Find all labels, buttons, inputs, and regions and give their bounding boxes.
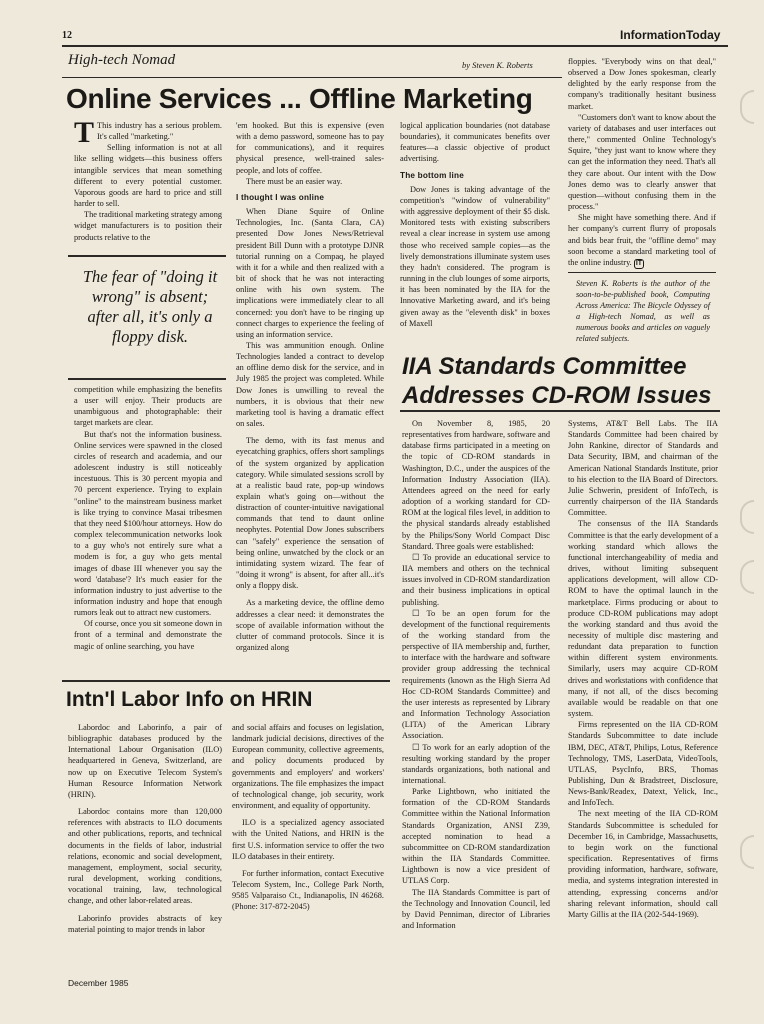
paragraph: ☐ To be an open forum for the development of the functional requirements of the working standard from the perspective of IIA membership and, further, to interface with the hardware and software provider group addressing the technical requirements (known as the High Sierra Ad Hoc CD-ROM Standards Committee) and the user interests as represented by Library and Information Technology Association (LITA) of the American Library Association.: [402, 608, 550, 741]
paragraph: The traditional marketing strategy among widget manufacturers is to position their products relative to the: [74, 210, 222, 242]
binder-clip: [740, 90, 754, 124]
paragraph: She might have something there. And if her company's current flurry of proposals and bids bear fruit, the "offline demo" may soon become a standard marketing tool of the online industry. IT: [568, 213, 716, 267]
paragraph: 'em hooked. But this is expensive (even with a demo password, someone has to pay for communications), and it requires physical presence, well-trained sales-people, and lots of coffee.: [236, 121, 384, 175]
article-title: Online Services ... Offline Marketing: [66, 83, 533, 114]
article3-title: Intn'l Labor Info on HRIN: [66, 688, 313, 711]
paragraph: The consensus of the IIA Standards Committee is that the early development of a working standard which allows the functional interchangeability of media and drives, without limiting subsequent applications development, will allow CD-ROM to have the optimal launch in the marketplace. Firms producing or about to produce CD-ROM publications may adopt the working standard and thus avoid the necessity of multiple disc mastering and redundant data preparation to function within different system environments. Similarly, users may acquire CD-ROM drives and workstations with confidence that many, if not all, of the discs becoming available would be readable on that one system.: [568, 519, 718, 719]
paragraph: The demo, with its fast menus and eyecatching graphics, offers short samplings of the system organized by application category. While simulated sessions scroll by at a realistic baud rate, pop-up windows explain what's going on—without the distraction of counter-intuitive navigational commands that tend to daunt online neophytes. Potential Dow Jones subscribers can "safely" experience the sensation of being online, unwatched by the clock or an intimidating system wizard. The fear of "doing it wrong" is absent, for after all...it's only a floppy disk.: [236, 436, 384, 591]
section-rule: [62, 77, 562, 78]
paragraph: This was ammunition enough. Online Technologies landed a contract to develop an offline demo disk for the service, and in July 1985 the project was completed. While Dow Jones is unwilling to reveal the numbers, it is obvious that their new marketing tool is having a dramatic effect on sales.: [236, 340, 384, 429]
pullquote: The fear of "doing it wrong" is absent; after all, it's only a floppy disk.: [82, 267, 218, 346]
paragraph: The IIA Standards Committee is part of the Technology and Innovation Council, led by David Penniman, director of Libraries and Information: [402, 887, 550, 931]
article3-column-1: [68, 722, 222, 935]
paragraph: Of course, once you sit someone down in front of a terminal and demonstrate the magic of online searching, you have: [74, 619, 222, 651]
paragraph: Labordoc contains more than 120,000 references with abstracts to ILO documents and other publications, reports, and technical documents in the fields of labor, industrial relations, economic and social development, management, employment, social security, rural development, working conditions, vocational training, law, technological change, and other labor-related areas.: [68, 807, 222, 906]
header-rule: [62, 45, 728, 47]
paragraph: Dow Jones is taking advantage of the competition's "window of vulnerability" with aggressive deployment of their $5 disk. Monitored tests with existing subscribers reveal a clear increase in system use among those who received sample copies—as the lively demonstrations illuminate system uses they hadn't considered. The program is running in the club lounges of some airports, it has been nominated by the IIA for the Innovative Marketing award, and it's being given away as the "eleventh disk" in boxes of Maxell: [400, 184, 550, 328]
article2-title-line1: IIA Standards Committee: [402, 353, 687, 380]
paragraph: logical application boundaries (not database boundaries), it communicates benefits over features—a classic objective of product advertising.: [400, 121, 550, 164]
end-mark-icon: IT: [635, 259, 643, 267]
paragraph: ☐ To provide an educational service to IIA members and others on the technical issues involved in CD-ROM standardization and their business implications in optical publishing.: [402, 552, 550, 607]
binder-clip: [740, 835, 754, 869]
article-column-3: [400, 120, 550, 329]
paragraph: floppies. "Everybody wins on that deal," observed a Dow Jones spokesman, clearly delighted by the early response from the company's traditionally hesitant business market.: [568, 57, 716, 111]
article2-title-line2: Addresses CD-ROM Issues: [402, 382, 712, 409]
paragraph: But that's not the information business. Online services were spawned in the closed circles of research and academia, and our adolescent industry is still noticeably incestuous. This is 30 percent myopia and 70 percent experience. Trying to explain "online" to the mainstream business market is like trying to convince Masai tribesmen that they need $100/hour attorneys. How do complex telecommunication networks look to a guy who's not entirely sure what a modem is for, a guy who gets mental images of dbase III whenever you say the word 'database'? It's much easier for the information industry to just advertise to the information industry and hope that enough rumors leak out to attract new customers.: [74, 429, 222, 618]
article2-title: [402, 352, 711, 410]
article-column-1: [74, 116, 222, 243]
paragraph: When Diane Squire of Online Technologies, Inc. (Santa Clara, CA) presented Dow Jones News/Retrieval president Bill Dunn with a prototype DJNR tutorial running on a Compaq, he played with it for a while and then realized with a bit of shock that he was not interacting online with his own system. The implications were immediately clear to all concerned: you don't have to be ringing up connect charges to experience the feeling of using an information service.: [236, 207, 384, 339]
paragraph: Labordoc and Laborinfo, a pair of bibliographic databases produced by the International Labour Organisation (ILO) headquartered in Geneva, Switzerland, are now up on Executive Telecom System's Human Resource Information Network (HRIN).: [68, 723, 222, 799]
footer-date: December 1985: [68, 978, 129, 988]
paragraph: There must be an easier way.: [246, 176, 343, 186]
paragraph: As a marketing device, the offline demo addresses a clear need: it demonstrates the scope of available information without the clutter of command protocols. Since it is organized along: [236, 598, 384, 653]
binder-clip: [740, 560, 754, 594]
article2-column-1: [402, 418, 550, 931]
article-column-4: [568, 56, 716, 269]
section-title: High-tech Nomad: [68, 52, 176, 68]
paragraph: and social affairs and focuses on legislation, landmark judicial decisions, directives of the European community, collective agreements, and policy documents produced by governments and employers' and workers' organizations. The file emphasizes the impact of technological change, job security, work environment, and equality of opportunity.: [232, 723, 384, 811]
page-number: 12: [62, 30, 72, 41]
article2-column-2: [568, 418, 718, 920]
author-note: Steven K. Roberts is the author of the soon-to-be-published book, Computing Across America: The Bicycle Odyssey of a High-tech Nomad, as well as numerous books and articles on vaguely related subjects.: [576, 279, 710, 343]
paragraph: For further information, contact Executive Telecom System, Inc., College Park North, 9585 Valparaiso Ct., Indianapolis, IN 46268. (Phone: 317-872-2045): [232, 868, 384, 912]
lead-paragraph: T This industry has a serious problem. It's called "marketing.": [74, 116, 222, 149]
article3-column-2: [232, 722, 384, 913]
paragraph: The next meeting of the IIA CD-ROM Standards Subcommittee is scheduled for December 16, in Cambridge, Massachusetts, to begin work on the functional specification. Representatives of firms providing information, hardware, software, media, and systems integration interested in attending, expressing concerns and/or sharing relevant information, should call Marty Gillis at the IIA (202-544-1969).: [568, 809, 718, 919]
article2-rule: [400, 410, 720, 412]
paragraph: Parke Lightbown, who initiated the formation of the CD-ROM Standards Committee within the National Information Standards Organization, ANSI Z39, accepted nomination to head a subcommittee on CD-ROM standardization within the IIA Standards Committee. Lightbown is now a vice president of UTLAS Corp.: [402, 787, 550, 886]
pullquote-rule: [68, 255, 226, 257]
article3-rule: [62, 680, 390, 682]
paragraph: Firms represented on the IIA CD-ROM Standards Subcommittee to date include IBM, DEC, AT&T, Philips, Lotus, Reference Technology, TMS, LaserData, VideoTools, UTLAS, PsycInfo, BRS, Thomas Publishing, Dun & Bradstreet, Disclosure, News-Bank/Readex, Datext, Yelick, Inc., and InfoTech.: [568, 720, 718, 808]
article-column-2: [236, 120, 384, 653]
subheading: I thought I was online: [236, 192, 325, 202]
paragraph: "Customers don't want to know about the variety of databases and user interfaces out there," commented Online Technology's Squire, "they just want to know where they can get the information they need. That's all they care about. Our intent with the Dow Jones demo was to clearly answer that question—without confusing them in the process.": [568, 112, 716, 212]
binder-clip: [740, 500, 754, 534]
paragraph: ILO is a specialized agency associated with the United Nations, and HRIN is the first U.S. information service to offer the two ILO databases in their entirety.: [232, 818, 384, 861]
byline: by Steven K. Roberts: [462, 60, 533, 70]
masthead: InformationToday: [620, 28, 721, 42]
article-column-1-continued: [74, 384, 222, 652]
author-note-rule: [568, 272, 716, 273]
paragraph: Systems, AT&T Bell Labs. The IIA Standards Committee had been chaired by John Rankine, director of Standards and Data Security, IBM, and chairman of the American National Standards Institute, prior to his election to the IIA Board of Directors. Julie Schwerin, president of InfoTech, is currently chairperson of the IIA Standards Committee.: [568, 419, 718, 518]
paragraph: ☐ To work for an early adoption of the resulting working standard by the proper standards organizations, both national and international.: [402, 742, 550, 785]
pullquote-rule: [68, 378, 226, 380]
subheading: The bottom line: [400, 170, 464, 180]
paragraph: competition while emphasizing the benefits a user will enjoy. Their products are unambiguous and photographable: their target markets are clear.: [74, 385, 222, 428]
paragraph: On November 8, 1985, 20 representatives from hardware, software and database firms participated in a meeting on the topic of CD-ROM standards in Washington, D.C., under the auspices of the Information Industry Association (IIA). Attendees agreed on the need for early adoption of a working standard for CD-ROM at the logical files level, in addition to the physical standards already established by the Philips/Sony World Compact Disc Standard. Three goals were established:: [402, 419, 550, 551]
paragraph: Laborinfo provides abstracts of key material pointing to major trends in labor: [68, 913, 222, 934]
paragraph: Selling information is not at all like selling widgets—this business offers intangible services that mean something different to every potential customer. Vaporous goods are hard to price and still harder to sell.: [74, 143, 222, 209]
